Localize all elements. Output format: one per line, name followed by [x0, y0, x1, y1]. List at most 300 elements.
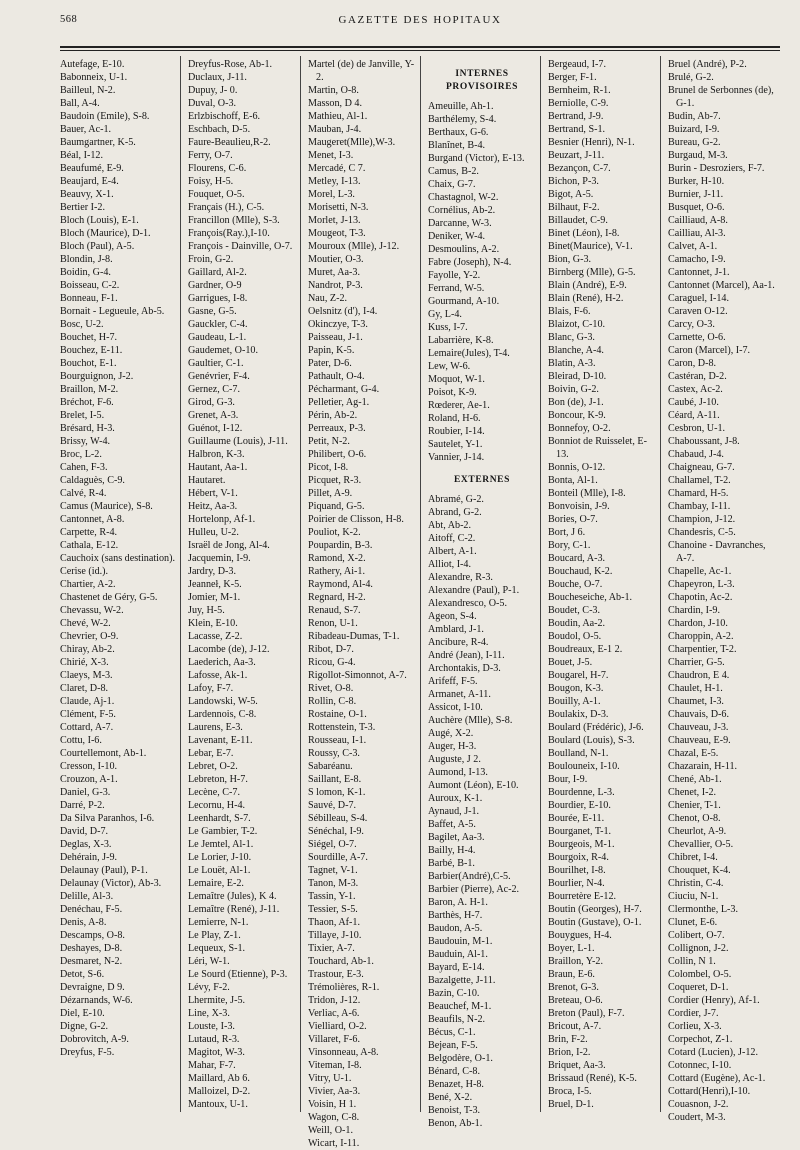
index-entry: Bazalgette, J-11.: [428, 975, 496, 986]
index-entry: Bazin, C-10.: [428, 988, 480, 999]
index-entry: Rathery, Ai-1.: [308, 566, 365, 577]
index-entry: Bruel (André), P-2.: [668, 59, 747, 70]
index-entry: Boudol, O-5.: [548, 631, 602, 642]
index-entry: Alexandre (Paul), P-1.: [428, 585, 520, 596]
index-entry: Bouchez, E-11.: [60, 345, 123, 356]
index-entry: Bourée, E-11.: [548, 813, 605, 824]
index-entry: Sabaréanu.: [308, 761, 353, 772]
index-entry: Israël de Jong, Al-4.: [188, 540, 270, 551]
index-entry: Brin, F-2.: [548, 1034, 588, 1045]
index-entry: Chambay, I-11.: [668, 501, 731, 512]
index-entry: Verliac, A-6.: [308, 1008, 360, 1019]
index-entry: Cottard (Eugène), Ac-1.: [668, 1073, 766, 1084]
index-entry: Metley, I-13.: [308, 176, 361, 187]
index-entry: Lemierre, N-1.: [188, 917, 249, 928]
index-entry: Bricout, A-7.: [548, 1021, 602, 1032]
index-entry: Sénéchal, I-9.: [308, 826, 364, 837]
index-entry: Jomier, M-1.: [188, 592, 241, 603]
index-entry: Calvet, A-1.: [668, 241, 718, 252]
index-entry: Mauban, J-4.: [308, 124, 362, 135]
index-entry: Barbier (Pierre), Ac-2.: [428, 884, 520, 895]
index-entry: Chaix, G-7.: [428, 179, 476, 190]
index-entry: Clermonthe, L-3.: [668, 904, 739, 915]
running-title: GAZETTE DES HOPITAUX: [338, 14, 502, 26]
index-entry: Bonvoisin, J-9.: [548, 501, 610, 512]
index-entry: Vannier, J-14.: [428, 452, 485, 463]
index-entry: Dobrovitch, A-9.: [60, 1034, 129, 1045]
index-entry: Chaboussant, J-8.: [668, 436, 740, 447]
index-entry: François(Ray.),I-10.: [188, 228, 270, 239]
index-entry: Brissaud (René), K-5.: [548, 1073, 637, 1084]
index-entry: Oelsnitz (d'), I-4.: [308, 306, 378, 317]
index-entry: Baudon, A-5.: [428, 923, 483, 934]
index-entry: Bourdenne, L-3.: [548, 787, 615, 798]
index-entry: Bourlier, N-4.: [548, 878, 605, 889]
index-entry: Cottard, A-7.: [60, 722, 114, 733]
index-entry: Duval, O-3.: [188, 98, 237, 109]
index-entry: Claude, Aj-1.: [60, 696, 115, 707]
index-entry: Berniolle, C-9.: [548, 98, 609, 109]
index-entry: Cailliaud, A-8.: [668, 215, 728, 226]
index-entry: Bourretère E-12.: [548, 891, 617, 902]
index-entry: Coudert, M-3.: [668, 1112, 726, 1123]
index-entry: Morel, L-3.: [308, 189, 355, 200]
index-entry: Nandrot, P-3.: [308, 280, 363, 291]
index-entry: Fouquet, O-5.: [188, 189, 245, 200]
index-entry: Boncour, K-9.: [548, 410, 606, 421]
index-entry: Bertrand, J-9.: [548, 111, 604, 122]
index-entry: Bureau, G-2.: [668, 137, 721, 148]
index-entry: Sauvé, D-7.: [308, 800, 357, 811]
index-entry: Gaultier, C-1.: [188, 358, 244, 369]
index-entry: Darcanne, W-3.: [428, 218, 492, 229]
index-entry: Caron (Marcel), I-7.: [668, 345, 751, 356]
index-entry: Boudet, C-3.: [548, 605, 601, 616]
index-entry: Garrigues, I-8.: [188, 293, 248, 304]
index-entry: Bourgoix, R-4.: [548, 852, 609, 863]
column-2: [180, 56, 300, 1112]
index-entry: Sourdille, A-7.: [308, 852, 368, 863]
index-entry: Bort, J 6.: [548, 527, 586, 538]
index-entry: Beauvy, X-1.: [60, 189, 114, 200]
column-3: [300, 56, 420, 1149]
index-entry: Poirier de Clisson, H-8.: [308, 514, 404, 525]
index-entry: Babonneix, U-1.: [60, 72, 128, 83]
index-entry: Chapelle, Ac-1.: [668, 566, 732, 577]
index-entry: Bonnis, O-12.: [548, 462, 606, 473]
index-entry: Champion, J-12.: [668, 514, 736, 525]
index-entry: Foisy, H-5.: [188, 176, 234, 187]
index-entry: Vinsonneau, A-8.: [308, 1047, 379, 1058]
index-entry: Armanet, A-11.: [428, 689, 491, 700]
index-entry: Beauchef, M-1.: [428, 1001, 492, 1012]
index-entry: Benoist, T-3.: [428, 1105, 481, 1116]
index-entry: Pécharmant, G-4.: [308, 384, 380, 395]
index-entry: Camus, B-2.: [428, 166, 479, 177]
index-entry: Lutaud, R-3.: [188, 1034, 240, 1045]
index-entry: Cordier (Henry), Af-1.: [668, 995, 760, 1006]
index-entry: Bonnefoy, O-2.: [548, 423, 611, 434]
index-entry: Bory, C-1.: [548, 540, 591, 551]
index-entry: Gaillard, Al-2.: [188, 267, 247, 278]
index-entry: Papin, K-5.: [308, 345, 355, 356]
index-entry: Poisot, K-9.: [428, 387, 477, 398]
index-entry: Fabre (Joseph), N-4.: [428, 257, 512, 268]
index-entry: Wagon, C-8.: [308, 1112, 360, 1123]
index-entry: Chauveau, E-9.: [668, 735, 731, 746]
index-entry: Gasne, G-5.: [188, 306, 237, 317]
index-entry: Burgaud, M-3.: [668, 150, 728, 161]
index-entry: Masson, D 4.: [308, 98, 363, 109]
index-entry: Hortelonp, Af-1.: [188, 514, 256, 525]
index-entry: Cantonnet, A-8.: [60, 514, 125, 525]
index-entry: Lequeux, S-1.: [188, 943, 246, 954]
index-entry: Cornélius, Ab-2.: [428, 205, 496, 216]
index-entry: Menet, I-3.: [308, 150, 354, 161]
index-entry: Auroux, K-1.: [428, 793, 483, 804]
index-entry: Cathala, E-12.: [60, 540, 119, 551]
index-entry: Abt, Ab-2.: [428, 520, 472, 531]
index-entry: Bories, O-7.: [548, 514, 598, 525]
index-entry: Charoppin, A-2.: [668, 631, 734, 642]
index-entry: Philibert, O-6.: [308, 449, 367, 460]
index-entry: Pathault, O-4.: [308, 371, 365, 382]
index-entry: Siégel, O-7.: [308, 839, 357, 850]
index-entry: Le Lorier, J-10.: [188, 852, 252, 863]
index-entry: Brissy, W-4.: [60, 436, 111, 447]
index-entry: Broca, I-5.: [548, 1086, 592, 1097]
column-6: [660, 56, 780, 1123]
index-entry: Bené, X-2.: [428, 1092, 473, 1103]
index-entry: Lacasse, Z-2.: [188, 631, 243, 642]
index-entry: Chenier, T-1.: [668, 800, 721, 811]
index-entry: Boisseau, C-2.: [60, 280, 120, 291]
index-entry: Bouygues, H-4.: [548, 930, 612, 941]
index-entry: Pelletier, Ag-1.: [308, 397, 370, 408]
index-entry: Assicot, I-10.: [428, 702, 483, 713]
internes-list: [428, 100, 536, 464]
index-entry: Landowski, W-5.: [188, 696, 258, 707]
index-entry: Halbron, K-3.: [188, 449, 245, 460]
index-entry: Bourganet, T-1.: [548, 826, 612, 837]
index-entry: Juy, H-5.: [188, 605, 225, 616]
index-entry: Petit, N-2.: [308, 436, 350, 447]
index-entry: Chastagnol, W-2.: [428, 192, 499, 203]
index-entry: Dupuy, J- 0.: [188, 85, 238, 96]
index-entry: Chaumet, I-3.: [668, 696, 724, 707]
index-entry: Boyer, L-1.: [548, 943, 595, 954]
index-entry: Cesbron, U-1.: [668, 423, 726, 434]
index-entry: Billaudet, C-9.: [548, 215, 608, 226]
index-entry: Gardner, O-9: [188, 280, 242, 291]
index-entry: Birnberg (Mlle), G-5.: [548, 267, 636, 278]
index-entry: Breteau, O-6.: [548, 995, 603, 1006]
index-entry: Rivet, O-8.: [308, 683, 354, 694]
index-entry: Barthès, H-7.: [428, 910, 483, 921]
index-entry: Breton (Paul), F-7.: [548, 1008, 625, 1019]
index-entry: Mantoux, U-1.: [188, 1099, 248, 1110]
index-entry: Abrand, G-2.: [428, 507, 482, 518]
index-entry: Chibret, I-4.: [668, 852, 718, 863]
index-entry: Burin - Desroziers, F-7.: [668, 163, 765, 174]
index-entry: Bonta, Al-1.: [548, 475, 598, 486]
index-entry: Lew, W-6.: [428, 361, 471, 372]
index-entry: Kuss, I-7.: [428, 322, 468, 333]
index-entry: Auger, H-3.: [428, 741, 477, 752]
index-entry: Caubé, J-10.: [668, 397, 719, 408]
index-entry: Line, X-3.: [188, 1008, 230, 1019]
index-entry: Blanche, A-4.: [548, 345, 604, 356]
index-entry: Bouchaud, K-2.: [548, 566, 613, 577]
index-entry: Chazarain, H-11.: [668, 761, 738, 772]
index-entry: Roland, H-6.: [428, 413, 481, 424]
index-entry: Bayard, E-14.: [428, 962, 485, 973]
index-entry: Caraguel, I-14.: [668, 293, 730, 304]
index-entry: Collin, N 1.: [668, 956, 716, 967]
externes-list: [428, 493, 536, 1130]
index-entry: Brelet, I-5.: [60, 410, 105, 421]
index-entry: Dreyfus-Rose, Ab-1.: [188, 59, 273, 70]
index-entry: Bréchot, F-6.: [60, 397, 114, 408]
index-entry: Laederich, Aa-3.: [188, 657, 256, 668]
index-entry: Boudin, Aa-2.: [548, 618, 606, 629]
index-entry: Boucard, A-3.: [548, 553, 606, 564]
index-entry: Alexandresco, O-5.: [428, 598, 508, 609]
index-entry: Morisetti, N-3.: [308, 202, 369, 213]
index-columns: [60, 56, 780, 1149]
index-entry: Ameuille, Ah-1.: [428, 101, 494, 112]
index-entry: Cahen, F-3.: [60, 462, 108, 473]
index-entry: Bouchet, H-7.: [60, 332, 118, 343]
index-entry: Blain (André), E-9.: [548, 280, 627, 291]
index-entry: Chaulet, H-1.: [668, 683, 723, 694]
index-entry: Boivin, G-2.: [548, 384, 599, 395]
index-entry: Trémolières, R-1.: [308, 982, 380, 993]
index-entry: Broc, L-2.: [60, 449, 102, 460]
index-entry: Aumont (Léon), E-10.: [428, 780, 519, 791]
index-entry: Devraigne, D 9.: [60, 982, 125, 993]
index-entry: Tagnet, V-1.: [308, 865, 358, 876]
index-entry: Corpechot, Z-1.: [668, 1034, 733, 1045]
index-entry: Pillet, A-9.: [308, 488, 353, 499]
index-entry: Mougeot, T-3.: [308, 228, 366, 239]
index-entry: Maillard, Ab 6.: [188, 1073, 250, 1084]
index-entry: Lafoy, F-7.: [188, 683, 234, 694]
index-entry: Picot, I-8.: [308, 462, 349, 473]
index-entry: Tassin, Y-1.: [308, 891, 356, 902]
index-entry: Braillon, M-2.: [60, 384, 119, 395]
index-entry: Trastour, E-3.: [308, 969, 364, 980]
index-entry: Denis, A-8.: [60, 917, 107, 928]
index-entry: Carpette, R-4.: [60, 527, 118, 538]
index-entry: Chené, Ab-1.: [668, 774, 722, 785]
index-entry: Abramé, G-2.: [428, 494, 484, 505]
index-entry: Raymond, Al-4.: [308, 579, 373, 590]
index-entry: Lhermite, J-5.: [188, 995, 246, 1006]
index-entry: Boulard (Frédéric), J-6.: [548, 722, 644, 733]
index-entry: Boudreaux, E-1 2.: [548, 644, 623, 655]
index-entry: Ball, A-4.: [60, 98, 100, 109]
index-entry: Hébert, V-1.: [188, 488, 238, 499]
section-heading-internes: INTERNES PROVISOIRES: [445, 69, 519, 92]
index-entry: Gaudemet, O-10.: [188, 345, 259, 356]
index-entry: Chamard, H-5.: [668, 488, 729, 499]
index-entry: André (Jean), I-11.: [428, 650, 505, 661]
index-entry: Chardin, I-9.: [668, 605, 721, 616]
page-number: 568: [60, 14, 78, 25]
index-entry: Lemaire, E-2.: [188, 878, 244, 889]
index-entry: Autefage, E-10.: [60, 59, 125, 70]
index-entry: Camus (Maurice), S-8.: [60, 501, 153, 512]
index-entry: Chouquet, K-4.: [668, 865, 731, 876]
index-entry: Bouchot, E-1.: [60, 358, 117, 369]
index-entry: Bezançon, C-7.: [548, 163, 611, 174]
index-entry: Charpentier, T-2.: [668, 644, 737, 655]
index-entry: Bourdier, E-10.: [548, 800, 611, 811]
index-entry: Budin, Ab-7.: [668, 111, 721, 122]
column-5: [540, 56, 660, 1112]
index-entry: Bouilly, A-1.: [548, 696, 601, 707]
index-entry: Barthélemy, S-4.: [428, 114, 497, 125]
index-entry: Lévy, F-2.: [188, 982, 230, 993]
index-entry: Crouzon, A-1.: [60, 774, 118, 785]
index-entry: Challamel, T-2.: [668, 475, 731, 486]
index-entry: Bosc, U-2.: [60, 319, 104, 330]
index-entry: Viteman, I-8.: [308, 1060, 362, 1071]
index-entry: Rostaine, O-1.: [308, 709, 367, 720]
index-entry: Detot, S-6.: [60, 969, 105, 980]
index-entry: Beaujard, E-4.: [60, 176, 119, 187]
index-entry: Mouroux (Mlle), J-12.: [308, 241, 400, 252]
index-entry: David, D-7.: [60, 826, 109, 837]
index-entry: Lebreton, H-7.: [188, 774, 248, 785]
column-4: [420, 56, 540, 1129]
index-entry: Bécus, C-1.: [428, 1027, 476, 1038]
index-entry: Chabaud, J-4.: [668, 449, 724, 460]
index-entry: Baudouin, M-1.: [428, 936, 493, 947]
index-entry: Bornait - Legueule, Ab-5.: [60, 306, 165, 317]
index-entry: Ribadeau-Dumas, T-1.: [308, 631, 400, 642]
index-entry: Blondin, J-8.: [60, 254, 113, 265]
index-entry: Guillaume (Louis), J-11.: [188, 436, 288, 447]
index-entry: Berger, F-1.: [548, 72, 597, 83]
index-entry: Albert, A-1.: [428, 546, 477, 557]
index-entry: Tanon, M-3.: [308, 878, 359, 889]
section-heading-externes: EXTERNES: [453, 475, 510, 485]
index-entry: Collignon, J-2.: [668, 943, 729, 954]
index-entry: Touchard, Ab-1.: [308, 956, 374, 967]
index-entry: Augé, X-2.: [428, 728, 474, 739]
index-entry: Jacquemin, I-9.: [188, 553, 251, 564]
index-entry: Bourguignon, J-2.: [60, 371, 134, 382]
index-entry: Moquot, W-1.: [428, 374, 485, 385]
index-entry: Brion, I-2.: [548, 1047, 591, 1058]
index-entry: Pater, D-6.: [308, 358, 352, 369]
index-entry: Regnard, H-2.: [308, 592, 366, 603]
index-entry: Bauduin, Al-1.: [428, 949, 488, 960]
index-entry: Chauvais, D-6.: [668, 709, 730, 720]
index-entry: Baudoin (Emile), S-8.: [60, 111, 150, 122]
index-entry: Boulard (Louis), S-3.: [548, 735, 635, 746]
index-entry: Bigot, A-5.: [548, 189, 594, 200]
index-entry: Digne, G-2.: [60, 1021, 109, 1032]
index-entry: Besnier (Henri), N-1.: [548, 137, 635, 148]
index-entry: Hautant, Aa-1.: [188, 462, 248, 473]
index-entry: Chanoine - Davranches, A-7.: [668, 540, 766, 564]
index-entry: Blais, F-6.: [548, 306, 591, 317]
index-entry: Berthaux, G-6.: [428, 127, 489, 138]
index-entry: Ferry, O-7.: [188, 150, 233, 161]
index-entry: Briquet, Aa-3.: [548, 1060, 606, 1071]
index-entry: Charrier, G-5.: [668, 657, 725, 668]
index-entry: Paisseau, J-1.: [308, 332, 363, 343]
index-entry: Busquet, O-6.: [668, 202, 725, 213]
index-entry: Chevé, W-2.: [60, 618, 111, 629]
index-entry: Amblard, J-1.: [428, 624, 484, 635]
index-entry: Castex, Ac-2.: [668, 384, 723, 395]
index-entry: Archontakis, D-3.: [428, 663, 501, 674]
index-entry: Daniel, G-3.: [60, 787, 111, 798]
index-entry: Clunet, E-6.: [668, 917, 718, 928]
column-1: [60, 56, 180, 1112]
index-entry: Chenet, I-2.: [668, 787, 717, 798]
index-entry: Caraven O-12.: [668, 306, 728, 317]
index-entry: Bailly, H-4.: [428, 845, 476, 856]
index-entry: Dézarnands, W-6.: [60, 995, 133, 1006]
index-entry: Chandesris, C-5.: [668, 527, 736, 538]
index-entry: Rousseau, I-1.: [308, 735, 367, 746]
index-entry: Maugeret(Mlle),W-3.: [308, 137, 396, 148]
index-entry: Brunel de Serbonnes (de), G-1.: [668, 85, 774, 109]
index-entry: Bergeaud, I-7.: [548, 59, 607, 70]
index-entry: Chenot, O-8.: [668, 813, 721, 824]
index-entry: Desmaret, N-2.: [60, 956, 123, 967]
index-entry: Belgodère, O-1.: [428, 1053, 493, 1064]
index-entry: Rigollot-Simonnot, A-7.: [308, 670, 407, 681]
index-entry: Aitoff, C-2.: [428, 533, 476, 544]
index-entry: Labarrière, K-8.: [428, 335, 494, 346]
index-entry: Gernez, C-7.: [188, 384, 241, 395]
index-entry: Blanc, G-3.: [548, 332, 595, 343]
index-entry: Alliot, I-4.: [428, 559, 472, 570]
index-entry: Bénard, C-8.: [428, 1066, 481, 1077]
index-entry: Chevallier, O-5.: [668, 839, 734, 850]
index-entry: Le Gambier, T-2.: [188, 826, 258, 837]
index-entry: Perreaux, P-3.: [308, 423, 366, 434]
index-entry: Castéran, D-2.: [668, 371, 727, 382]
index-entry: Ferrand, W-5.: [428, 283, 485, 294]
index-entry: Bauer, Ac-1.: [60, 124, 112, 135]
index-entry: Duclaux, J-11.: [188, 72, 247, 83]
index-entry: Carnette, O-6.: [668, 332, 726, 343]
index-entry: Chastenet de Géry, G-5.: [60, 592, 158, 603]
index-entry: Bleirad, D-10.: [548, 371, 607, 382]
index-entry: Nau, Z-2.: [308, 293, 348, 304]
index-entry: Cordier, J-7.: [668, 1008, 719, 1019]
index-entry: Villaret, F-6.: [308, 1034, 360, 1045]
index-entry: Lecène, C-7.: [188, 787, 241, 798]
header-rule-thin: [60, 50, 780, 51]
index-entry: Tixier, A-7.: [308, 943, 355, 954]
index-entry: Burgand (Victor), E-13.: [428, 153, 525, 164]
index-entry: Boulouneix, I-10.: [548, 761, 620, 772]
index-entry: Muret, Aa-3.: [308, 267, 361, 278]
index-entry: Bertrand, S-1.: [548, 124, 606, 135]
index-entry: Aynaud, J-1.: [428, 806, 480, 817]
index-entry: Desmoulins, A-2.: [428, 244, 500, 255]
index-entry: Ageon, S-4.: [428, 611, 477, 622]
index-entry: Deshayes, D-8.: [60, 943, 123, 954]
